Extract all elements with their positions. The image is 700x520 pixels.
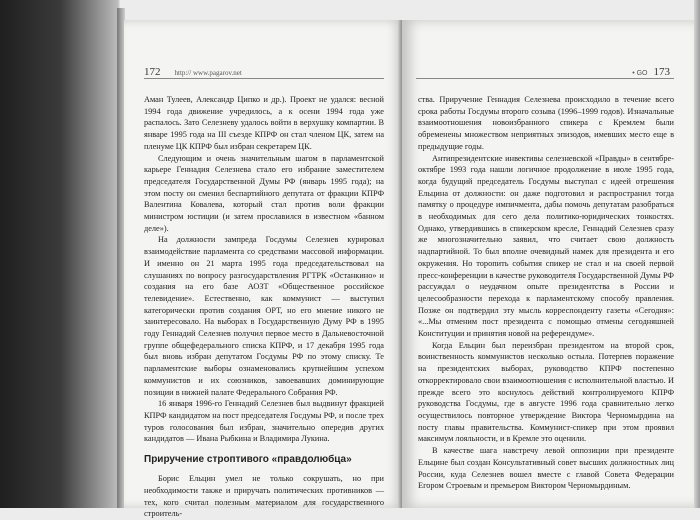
right-page-number: 173: [653, 66, 670, 78]
paragraph: Борис Ельцин умел не только сокрушать, но при необходимости также и приручать политических противников — тех, кого считал полезным материалом для государственного строитель-: [144, 474, 384, 519]
paragraph: Аман Тулеев, Александр Ципко и др.). Проект не удался: весной 1994 года движение учредилось, а к осени 1994 года уже распалось. Зато Селезневу удалось войти в верхушку компартии. В январе 1995 года на III съезде КПРФ он стал членом ЦК, затем на пленуме ЦК КПРФ был избран секретарем ЦК.: [144, 95, 384, 151]
left-page-body: [144, 94, 384, 520]
right-page-body: [418, 94, 674, 492]
paragraph: На должности зампреда Госдумы Селезнев курировал взаимодействие парламента со средствами массовой информации. И именно он 21 марта 1995 года председательствовал на слушаниях по вопросу разгосударствления РГТРК «Останкино» и создания на его базе АОЗТ «Общественное российское телевидение». Естественно, как коммунист — выступил категорически против создания ОРТ, но его мнение никого не заинтересовало. На выборах в Государственную Думу РФ в 1995 году Геннадий Селезнев получил первое место в Дальневосточной группе общефедерального списка КПРФ, и 17 декабря 1995 года был вновь избран депутатом Госдумы РФ по этому списку. Те парламентские выборы ознаменовались крупнейшим успехом коммунистов и их союзников, завоевавших доминирующие позиции в нижней палате Федерального Собрания РФ.: [144, 235, 384, 397]
paragraph: Антипрезидентские инвективы селезневской «Правды» в сентябре-октябре 1993 года нашли логичное продолжение в июле 1995 года, когда будущий председатель Госдумы выступал с идеей отрешения Ельцина от должности: он даже подготовил и распространил тогда памятку о процедуре импичмента, дабы помочь депутатам разобраться в необходимых для сего дела политико-юридических тонкостях. Однако, утвердившись в спикерском кресле, Геннадий Селезнев сразу же многозначительно заявил, что считает свою должность надпартийной. То был вполне очевидный намек для президента и его окружения. Но торопить события спикер не стал и на своей первой пресс-конференции в качестве руководителя Государственной Думы РФ рассуждал о неудачном опыте президентства в России и целесообразности перехода к парламентскому способу правления. Позже он подтвердил эту мысль корреспонденту газеты «Сегодня»: «...Мы отменим пост президента с помощью отмены сегодняшней Конституции и принятия новой на референдуме».: [418, 153, 674, 339]
background-shadow: [0, 0, 120, 508]
right-header-rule: [416, 78, 674, 79]
paragraph: Следующим и очень значительным шагом в парламентской карьере Геннадия Селезнева стало его избрание заместителем председателя Государственной Думы РФ (январь 1995 года); на этом посту он сменил беспартийного депутата от фракции КПРФ Валентина Ковалева, который стал против воли фракции министром юстиции (и затем прославился в известном «банном деле»).: [144, 153, 384, 233]
right-page-header: [530, 66, 670, 78]
left-page: [124, 20, 402, 519]
section-heading: Приручение строптивого «правдолюбца»: [144, 454, 352, 466]
paragraph: ства. Приручение Геннадия Селезнева происходило в течение всего срока работы Госдумы второго созыва (1996–1999 годов). Изначальные взаимоотношения новоизбранного спикера с Кремлем были обременены множеством неприятных эпизодов, имевших место еще в предыдущие годы.: [418, 95, 674, 151]
paragraph: Когда Ельцин был переизбран президентом на второй срок, воинственность коммунистов несколько остыла. Потерпев поражение на президентских выборах, руководство КПРФ постепенно откорректировало свои взаимоотношения с исполнительной властью. И прежде всего это коснулось действий контролируемого КПРФ руководства Госдумы, где в августе 1996 года сравнительно легко осуществилось повторное утверждение Виктора Черномырдина на посту главы правительства. Коммунист-спикер при этом проявил максимум лояльности, и в Кремле это оценили.: [418, 340, 674, 444]
left-page-header: [144, 66, 384, 78]
right-page: [402, 20, 694, 508]
right-page-edge: [694, 0, 700, 508]
paragraph: 16 января 1996-го Геннадий Селезнев был выдвинут фракцией КПРФ кандидатом на пост председателя Госдумы РФ, и после трех туров голосования был избран, значительно опередив других кандидатов — Ивана Рыбкина и Владимира Лукина.: [144, 399, 384, 444]
header-mark: • GO: [632, 70, 648, 77]
left-header-rule: [144, 78, 384, 79]
paragraph: В качестве шага навстречу левой оппозиции при президенте Ельцине был создан Консультативный совет высших должностных лиц России, куда Селезнев вошел вместе с главой Совета Федерации Егором Строевым и премьером Виктором Черномырдиным.: [418, 446, 674, 491]
left-page-number: 172: [144, 66, 161, 78]
left-page-url: http:// www.pagarov.net: [174, 69, 242, 77]
